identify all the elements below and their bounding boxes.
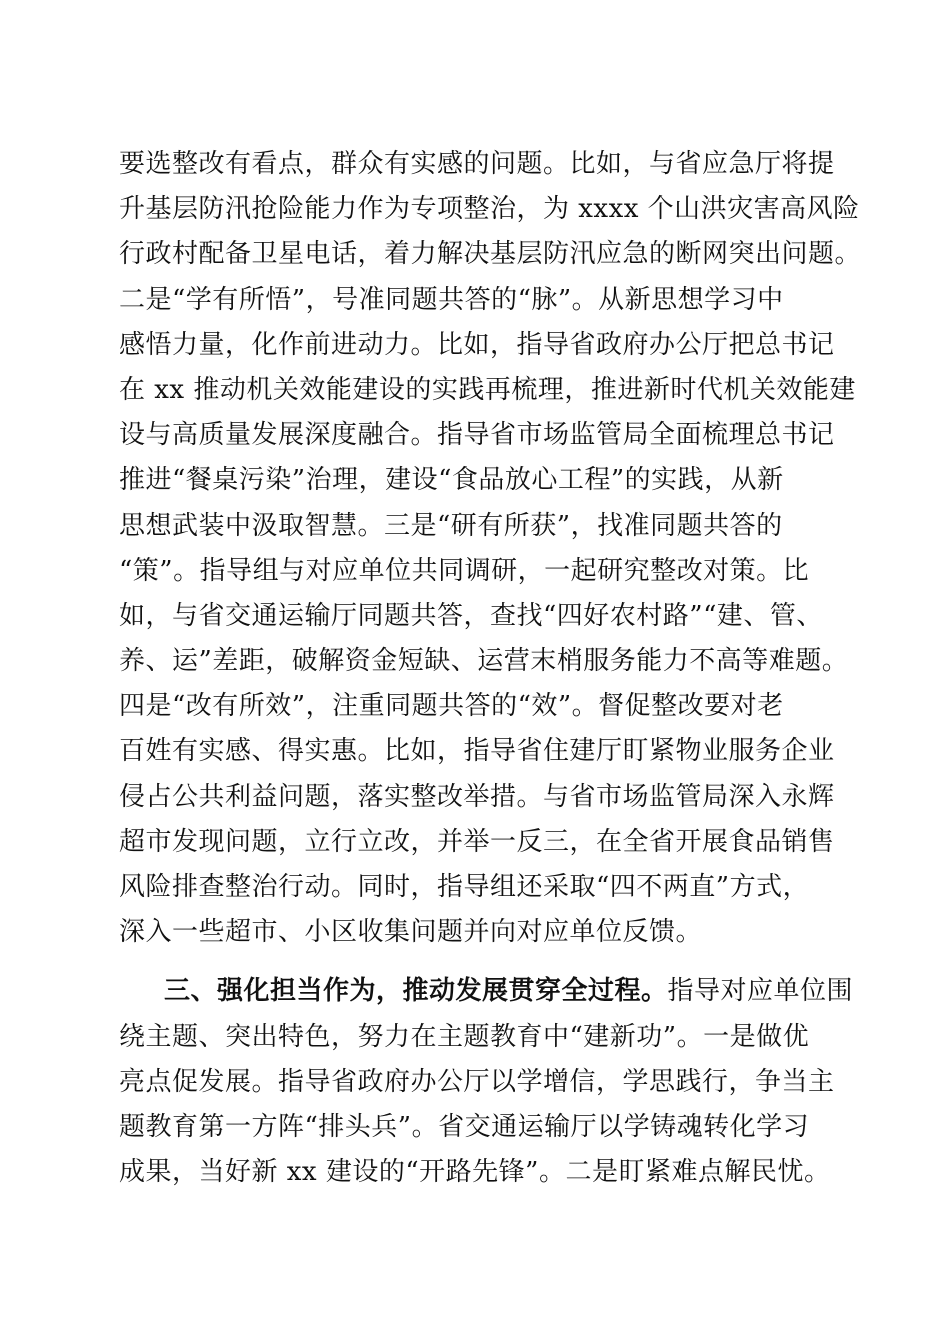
body-line: 推进“餐桌污染”治理，建设“食品放心工程”的实践，从新 (119, 465, 784, 496)
body-line: 升基层防汛抢险能力作为专项整治，为 xxxx 个山洪灾害高风险 (119, 194, 860, 225)
body-line: 成果，当好新 xx 建设的“开路先锋”。二是盯紧难点解民忧。 (119, 1157, 831, 1188)
body-line: 如，与省交通运输厅同题共答，查找“四好农村路”“建、管、 (119, 600, 823, 631)
body-line: 亮点促发展。指导省政府办公厅以学增信，学思践行，争当主 (119, 1066, 835, 1097)
body-line: 行政村配备卫星电话，着力解决基层防汛应急的断网突出问题。 (119, 239, 862, 270)
body-line: 设与高质量发展深度融合。指导省市场监管局全面梳理总书记 (119, 420, 835, 451)
body-line: “策”。指导组与对应单位共同调研，一起研究整改对策。比 (119, 555, 810, 586)
body-line: 感悟力量，化作前进动力。比如，指导省政府办公厅把总书记 (119, 329, 835, 360)
body-line: 二是“学有所悟”，号准同题共答的“脉”。从新思想学习中 (119, 284, 784, 315)
body-line: 在 xx 推动机关效能建设的实践再梳理，推进新时代机关效能建 (119, 374, 856, 405)
body-line: 四是“改有所效”，注重同题共答的“效”。督促整改要对老 (119, 691, 784, 722)
paragraph-gap (119, 955, 839, 969)
body-line: 要选整改有看点，群众有实感的问题。比如，与省应急厅将提 (119, 149, 835, 179)
section-heading-continuation: 指导对应单位围 (667, 976, 854, 1007)
body-line: 绕主题、突出特色，努力在主题教育中“建新功”。一是做优 (119, 1021, 810, 1052)
body-line: 养、运”差距，破解资金短缺、运营末梢服务能力不高等难题。 (119, 646, 849, 677)
body-line: 侵占公共利益问题，落实整改举措。与省市场监管局深入永辉 (119, 781, 835, 812)
body-line: 超市发现问题，立行立改，并举一反三，在全省开展食品销售 (119, 826, 835, 857)
section-heading: 三、强化担当作为，推动发展贯穿全过程。 (164, 976, 668, 1007)
body-line: 风险排查整治行动。同时，指导组还采取“四不两直”方式， (119, 872, 810, 902)
body-line: 深入一些超市、小区收集问题并向对应单位反馈。 (119, 917, 703, 948)
section-heading-line (119, 969, 854, 1014)
body-line: 百姓有实感、得实惠。比如，指导省住建厅盯紧物业服务企业 (119, 736, 835, 767)
document-body (119, 142, 862, 1195)
body-line: 题教育第一方阵“排头兵”。省交通运输厅以学铸魂转化学习 (119, 1111, 810, 1142)
body-line: 思想武装中汲取智慧。三是“研有所获”，找准同题共答的 (119, 510, 783, 541)
